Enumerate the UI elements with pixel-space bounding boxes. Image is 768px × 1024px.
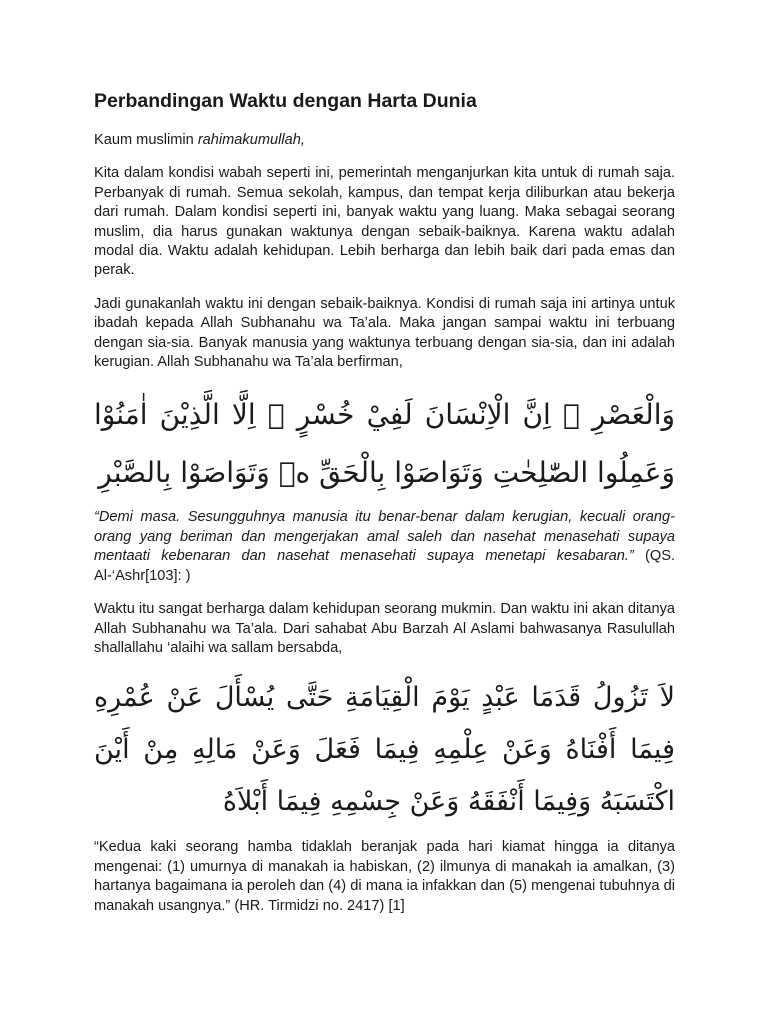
document-title: Perbandingan Waktu dengan Harta Dunia (94, 90, 477, 112)
translation-hadith: “Kedua kaki seorang hamba tidaklah beranjak pada hari kiamat hingga ia ditanya mengenai: (1) umurnya di manakah ia habiskan, (2) ilmunya di manakah ia amalkan, (3) hartanya bagaimana ia peroleh dan (4) di mana ia infakkan dan (5) mengenai tubuhnya di manakah usangnya.” (HR. Tirmidzi no. 2417) [1] (94, 839, 675, 914)
greeting-prefix: Kaum muslimin (94, 132, 198, 148)
paragraph-time-usage: Jadi gunakanlah waktu ini dengan sebaik-baiknya. Kondisi di rumah saja ini artinya untuk ibadah kepada Allah Subhanahu wa Ta’ala. Maka jangan sampai waktu ini terbuang dengan sia-sia. Banyak manusia yang waktunya terbuang dengan sia-sia, dan ini adalah kerugian. Allah Subhanahu wa Ta’ala berfirman, (94, 295, 675, 371)
greeting-italic: rahimakumullah, (197, 132, 305, 148)
translation-al-asr (94, 508, 675, 586)
translation-al-asr-text: “Demi masa. Sesungguhnya manusia itu benar-benar dalam kerugian, kecuali orang-orang yang beriman dan mengerjakan amal saleh dan nasehat menasehati supaya mentaati kebenaran dan nasehat menasehati supaya menetapi kesabaran.” (94, 509, 675, 565)
paragraph-intro: Kita dalam kondisi wabah seperti ini, pemerintah menganjurkan kita untuk di rumah saja. Perbanyak di rumah. Semua sekolah, kampus, dan tempat kerja diliburkan atau bekerja dari rumah. Dalam kondisi seperti ini, banyak waktu yang luang. Maka sebagai seorang muslim, dia harus gunakan waktunya dengan sebaik-baiknya. Karena waktu adalah modal dia. Waktu adalah kehidupan. Lebih berharga dan lebih baik dari pada emas dan perak. (94, 165, 675, 279)
arabic-hadith: لاَ تَزُولُ قَدَمَا عَبْدٍ يَوْمَ الْقِيَامَةِ حَتَّى يُسْأَلَ عَنْ عُمْرِهِ فِيمَا أَفْنَاهُ وَعَنْ عِلْمِهِ فِيمَا فَعَلَ وَعَنْ مَالِهِ مِنْ أَيْنَ اكْتَسَبَهُ وَفِيمَا أَنْفَقَهُ وَعَنْ جِسْمِهِ فِيمَا أَبْلاَهُ (94, 682, 675, 818)
translation-al-asr-reference: (QS. Al-‘Ashr[103]: ) (94, 548, 676, 584)
paragraph-hadith-intro: Waktu itu sangat berharga dalam kehidupan seorang mukmin. Dan waktu ini akan ditanya Allah Subhanahu wa Ta’ala. Dari sahabat Abu Barzah Al Aslami bahwasanya Rasulullah shallallahu ‘alaihi wa sallam bersabda, (94, 601, 675, 656)
greeting (94, 131, 675, 150)
arabic-verse-al-asr: وَالْعَصْرِ ۙ اِنَّ الْاِنْسَانَ لَفِيْ خُسْرٍ ۙ اِلَّا الَّذِيْنَ اٰمَنُوْا وَعَمِلُوا الصّٰلِحٰتِ وَتَوَاصَوْا بِالْحَقِّ ەۙ وَتَوَاصَوْا بِالصَّبْرِ (94, 398, 675, 490)
document-page (94, 88, 675, 930)
